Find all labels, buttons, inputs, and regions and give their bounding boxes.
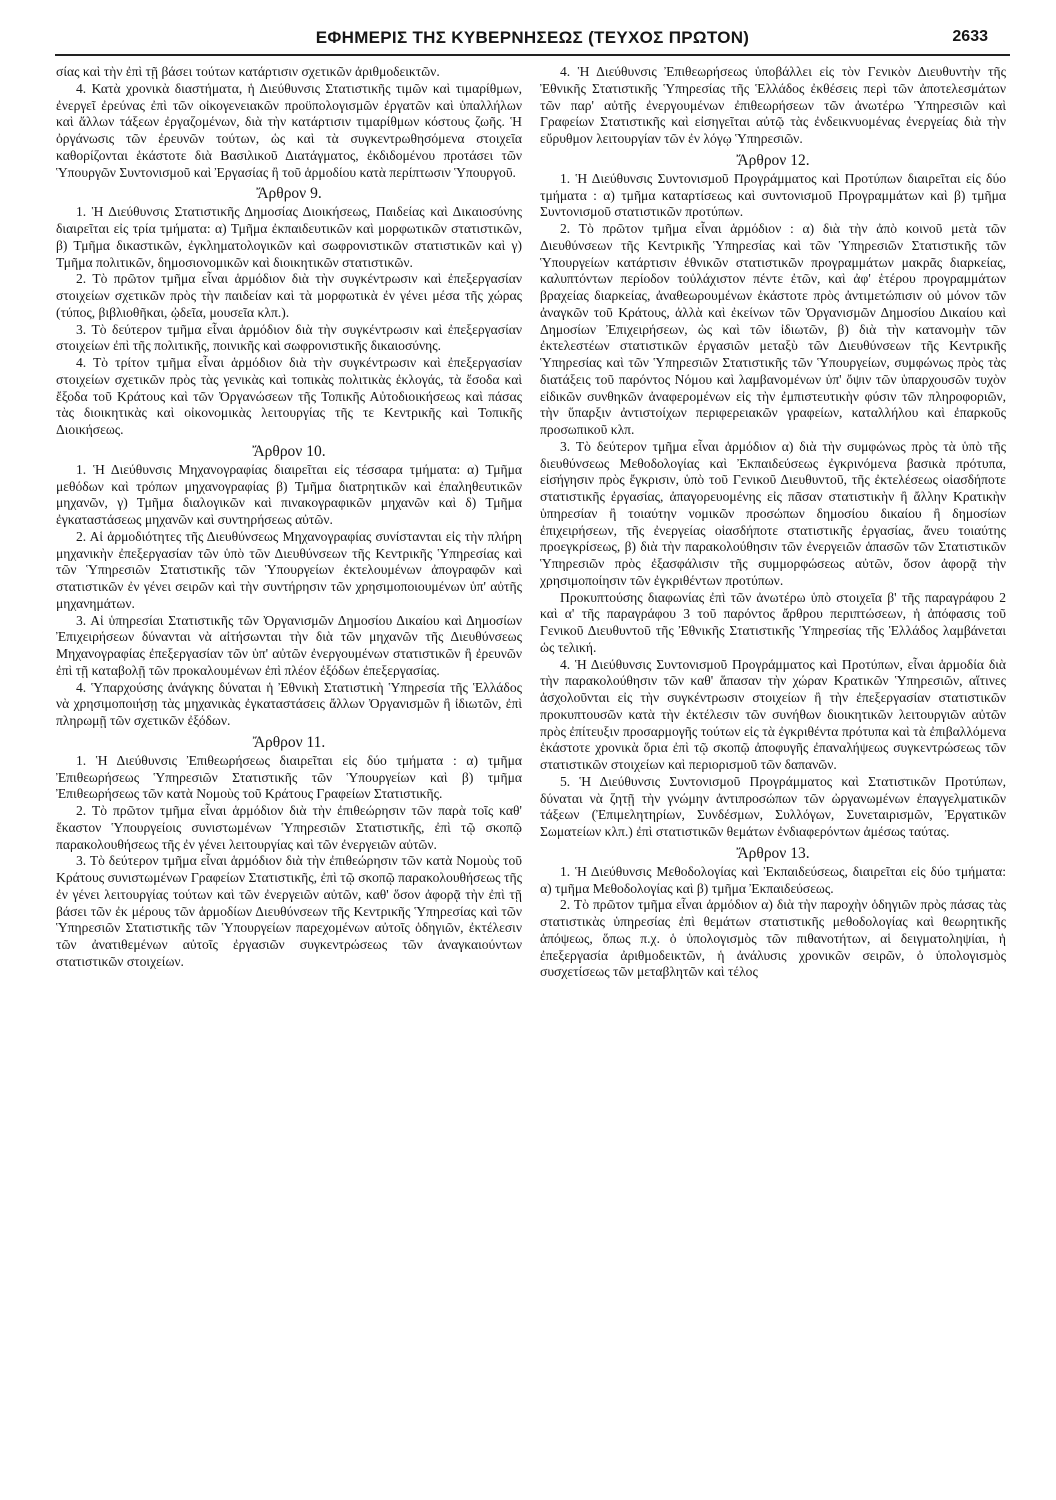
paragraph: 3. Αἱ ὑπηρεσίαι Στατιστικῆς τῶν Ὀργανισμῶν Δημοσίου Δικαίου καὶ Δημοσίων Ἐπιχειρήσεων δύνανται νὰ αἰτήσωνται τὴν διὰ τῶν μηχανῶν τῆς Διευθύνσεως Μηχανογραφίας ἐπεξεργασίαν τῶν ὑπ' αὐτῶν ἐνεργουμένων στατιστικῶν ἢ ἐρευνῶν ἐπὶ τῇ καταβολῇ τῶν προκαλουμένων ἐπὶ πλέον ἐξόδων ἐπεξεργασίας. <box>56 612 522 678</box>
article-heading: Ἄρθρον 11. <box>252 733 326 751</box>
page-number: 2633 <box>952 28 988 45</box>
right-column <box>540 64 1006 981</box>
paragraph: 1. Ἡ Διεύθυνσις Στατιστικῆς Δημοσίας Διοικήσεως, Παιδείας καὶ Δικαιοσύνης διαιρεῖται εἰς τρία τμήματα: α) Τμῆμα ἐκπαιδευτικῶν καὶ μορφωτικῶν στατιστικῶν, β) Τμῆμα δικαστικῶν, ἐγκληματολογικῶν καὶ σωφρονιστικῶν στατιστικῶν καὶ γ) Τμῆμα πολιτικῶν, δημοσιονομικῶν καὶ διοικητικῶν στατιστικῶν. <box>56 204 522 270</box>
header-rule <box>55 54 990 56</box>
paragraph: 2. Τὸ πρῶτον τμῆμα εἶναι ἁρμόδιον διὰ τὴν συγκέντρωσιν καὶ ἐπεξεργασίαν στοιχείων σχετικῶν πρὸς τὴν παιδείαν καὶ τὰ μορφωτικὰ ἐν γένει μέσα τῆς χώρας (τύπος, βιβλιοθῆκαι, ᾠδεῖα, μουσεῖα κλπ.). <box>56 271 522 320</box>
paragraph: 4. Κατὰ χρονικὰ διαστήματα, ἡ Διεύθυνσις Στατιστικῆς τιμῶν καὶ τιμαρίθμων, ἐνεργεῖ ἐρεύνας ἐπὶ τῶν οἰκογενειακῶν προϋπολογισμῶν ἐργατῶν καὶ ὑπαλλήλων καὶ ἄλλων τάξεων ἐργαζομένων, διὰ τὴν κατάρτισιν τιμαρίθμων κόστους ζωῆς. Ἡ ὀργάνωσις τῶν ἐρευνῶν τούτων, ὡς καὶ τὰ συγκεντρωθησόμενα στοιχεῖα καθορίζονται ἑκάστοτε διὰ Βασιλικοῦ Διατάγματος, ἐκδιδομένου προτάσει τῶν Ὑπουργῶν Συντονισμοῦ καὶ Ἐργασίας ἢ τοῦ ἁρμοδίου κατὰ περίπτωσιν Ὑπουργοῦ. <box>56 80 522 180</box>
paragraph: 1. Ἡ Διεύθυνσις Συντονισμοῦ Προγράμματος καὶ Προτύπων διαιρεῖται εἰς δύο τμήματα : α) τμῆμα καταρτίσεως καὶ συντονισμοῦ Προγραμμάτων καὶ β) τμῆμα Συντονισμοῦ στατιστικῶν προτύπων. <box>540 170 1006 220</box>
paragraph: 4. Ἡ Διεύθυνσις Ἐπιθεωρήσεως ὑποβάλλει εἰς τὸν Γενικὸν Διευθυντὴν τῆς Ἐθνικῆς Στατιστικῆς Ὑπηρεσίας τῆς Ἑλλάδος ἐκθέσεις περὶ τῶν ἀποτελεσμάτων τῶν παρ' αὐτῆς ἐνεργουμένων ἐπιθεωρήσεων τῶν ἀνωτέρω Ὑπηρεσιῶν καὶ Γραφείων Στατιστικῆς καὶ εἰσηγεῖται αὐτῷ τὰς ἐνδεικνυομένας ἐνεργείας διὰ τὴν εὔρυθμον λειτουργίαν τῶν ἐν λόγῳ Ὑπηρεσιῶν. <box>540 64 1006 146</box>
paragraph: 5. Ἡ Διεύθυνσις Συντονισμοῦ Προγράμματος καὶ Στατιστικῶν Προτύπων, δύναται νὰ ζητῇ τὴν γνώμην ἀντιπροσώπων τῶν ὠργανωμένων ἐπαγγελματικῶν τάξεων (Ἐπιμελητηρίων, Συνδέσμων, Συλλόγων, Συνεταιρισμῶν, Ἐργατικῶν Σωματείων κλπ.) ἐπὶ στατιστικῶν θεμάτων ἐνδιαφερόντων ἀμέσως ταύτας. <box>540 773 1006 839</box>
header-rule-page <box>930 54 1010 56</box>
paragraph: σίας καὶ τὴν ἐπὶ τῇ βάσει τούτων κατάρτισιν σχετικῶν ἀριθμοδεικτῶν. <box>56 64 440 79</box>
left-column <box>56 64 522 971</box>
paragraph: 2. Τὸ πρῶτον τμῆμα εἶναι ἁρμόδιον : α) διὰ τὴν ἀπὸ κοινοῦ μετὰ τῶν Διευθύνσεων τῆς Κεντρικῆς Ὑπηρεσίας καὶ τῶν Ὑπηρεσιῶν Στατιστικῆς τῶν Ὑπουργείων κατάρτισιν ἐθνικῶν στατιστικῶν προγραμμάτων μακρᾶς διαρκείας, καλυπτόντων περίοδον τοὐλάχιστον πέντε ἐτῶν, καὶ ἀφ' ἑτέρου προγραμμάτων βραχείας διαρκείας, ἀναθεωρουμένων ἑκάστοτε πρὸς ἀντιμετώπισιν οὐ μόνον τῶν ἀναγκῶν τοῦ Κράτους, ἀλλὰ καὶ ἐκείνων τῶν Ὀργανισμῶν Δημοσίου Δικαίου καὶ Δημοσίων Ἐπιχειρήσεων, ὡς καὶ τῶν ἰδιωτῶν, β) διὰ τὴν κατανομὴν τῶν ἐκτελεστέων στατιστικῶν ἐργασιῶν μεταξὺ τῶν Διευθύνσεων τῆς Κεντρικῆς Ὑπηρεσίας καὶ τῶν Ὑπηρεσιῶν Στατιστικῆς τῶν Ὑπουργείων, συμφώνως πρὸς τὰς διατάξεις τοῦ παρόντος Νόμου καὶ λαμβανομένων ὑπ' ὄψιν τῶν ὑπαρχουσῶν τυχὸν εἰδικῶν συνθηκῶν ἀναφερομένων εἰς τὴν ἐμπιστευτικὴν φύσιν τῶν πληροφοριῶν, τὴν ὕπαρξιν ἀντιστοίχων περιφερειακῶν γραφείων, καταλλήλου καὶ ἐπαρκοῦς προσωπικοῦ κλπ. <box>540 221 1006 437</box>
paragraph: 1. Ἡ Διεύθυνσις Μεθοδολογίας καὶ Ἐκπαιδεύσεως, διαιρεῖται εἰς δύο τμήματα: α) τμῆμα Μεθοδολογίας καὶ β) τμῆμα Ἐκπαιδεύσεως. <box>540 863 1006 896</box>
article-heading: Ἄρθρον 10. <box>252 442 326 460</box>
paragraph: Προκυπτούσης διαφωνίας ἐπὶ τῶν ἀνωτέρω ὑπὸ στοιχεῖα β' τῆς παραγράφου 2 καὶ α' τῆς παραγράφου 3 τοῦ παρόντος ἄρθρου περιπτώσεων, ἡ ἀπόφασις τοῦ Γενικοῦ Διευθυντοῦ τῆς Ἐθνικῆς Στατιστικῆς Ὑπηρεσίας τῆς Ἑλλάδος λαμβάνεται ὡς τελική. <box>540 589 1006 655</box>
paragraph: 3. Τὸ δεύτερον τμῆμα εἶναι ἁρμόδιον α) διὰ τὴν συμφώνως πρὸς τὰ ὑπὸ τῆς διευθύνσεως Μεθοδολογίας καὶ Ἐκπαιδεύσεως ἐγκρινόμενα βασικὰ πρότυπα, εἰσήγησιν πρὸς ἔγκρισιν, ὑπὸ τοῦ Γενικοῦ Διευθυντοῦ, τῆς ἐκτελέσεως οἱασδήποτε στατιστικῆς ἐργασίας, ἀπαγορευομένης εἰς πᾶσαν στατιστικὴν ἢ ἄλλην Κρατικὴν ὑπηρεσίαν ἢ τοιαύτην νομικῶν προσώπων δημοσίου δικαίου ἢ δημοσίων ἐπιχειρήσεων, τῆς ἐνεργείας οἱασδήποτε στατιστικῆς ἐργασίας, ἄνευ τοιαύτης προεγκρίσεως, β) διὰ τὴν παρακολούθησιν τῶν ἐνεργειῶν ἁπασῶν τῶν Στατιστικῶν Ὑπηρεσιῶν πρὸς ἐξασφάλισιν τῆς συμμορφώσεως αὐτῶν, ὅσον ἀφορᾷ τὴν χρησιμοποίησιν τῶν ἐγκριθέντων προτύπων. <box>540 438 1006 588</box>
paragraph: 2. Τὸ πρῶτον τμῆμα εἶναι ἁρμόδιον α) διὰ τὴν παροχὴν ὁδηγιῶν πρὸς πάσας τὰς στατιστικὰς ὑπηρεσίας ἐπὶ θεμάτων στατιστικῆς μεθοδολογίας καὶ θεωρητικῆς ἀπόψεως, ὅπως π.χ. ὁ ὑπολογισμὸς τῶν πιθανοτήτων, αἱ δειγματοληψίαι, ἡ ἐπεξεργασία ἀριθμοδεικτῶν, ἡ ἀνάλυσις χρονικῶν σειρῶν, ὁ ὑπολογισμὸς συσχετίσεως τῶν μεταβλητῶν καὶ τέλος <box>540 897 1006 980</box>
article-heading: Ἄρθρον 9. <box>256 185 322 203</box>
gazette-title: ΕΦΗΜΕΡΙΣ ΤΗΣ ΚΥΒΕΡΝΗΣΕΩΣ (ΤΕΥΧΟΣ ΠΡΩΤΟΝ) <box>315 28 750 47</box>
paragraph: 4. Ἡ Διεύθυνσις Συντονισμοῦ Προγράμματος καὶ Προτύπων, εἶναι ἁρμοδία διὰ τὴν παρακολούθησιν τῶν καθ' ἅπασαν τὴν χώραν Κρατικῶν Ὑπηρεσιῶν, αἵτινες ἀσχολοῦνται εἰς τὴν συγκέντρωσιν στοιχείων ἢ τὴν ἐπεξεργασίαν στατιστικῶν προκυπτουσῶν κατὰ τὴν ἐκτέλεσιν τῶν συνήθων διοικητικῶν λειτουργιῶν αὐτῶν πρὸς ἐπίτευξιν προσαρμογῆς τούτων εἰς τὰ ἐγκριθέντα πρότυπα καὶ τὰ ἐπιβαλλόμενα ἑκάστοτε χρονικὰ ὅρια ἐπὶ τῷ σκοπῷ ἀποφυγῆς ἐπαναλήψεως συγκεντρώσεως τῶν στατιστικῶν στοιχείων καὶ περιορισμοῦ τῶν δαπανῶν. <box>540 656 1006 772</box>
article-heading: Ἄρθρον 12. <box>736 151 810 169</box>
paragraph: 3. Τὸ δεύτερον τμῆμα εἶναι ἁρμόδιον διὰ τὴν συγκέντρωσιν καὶ ἐπεξεργασίαν στοιχείων ἐπὶ τῆς πολιτικῆς, ποινικῆς καὶ σωφρονιστικῆς δικαιοσύνης. <box>56 321 522 354</box>
paragraph: 4. Τὸ τρίτον τμῆμα εἶναι ἁρμόδιον διὰ τὴν συγκέντρωσιν καὶ ἐπεξεργασίαν στοιχείων σχετικῶν πρὸς τὰς γενικὰς καὶ τοπικὰς πολιτικὰς ἐκλογάς, τὰ ἔσοδα καὶ ἔξοδα τοῦ Κράτους καὶ τῶν Ὀργανώσεων τῆς Τοπικῆς Αὐτοδιοικήσεως καὶ πάσας τὰς διοικητικὰς καὶ οἰκονομικὰς λειτουργίας τῆς τε Κεντρικῆς καὶ Τοπικῆς Διοικήσεως. <box>56 355 522 437</box>
paragraph: 2. Αἱ ἁρμοδιότητες τῆς Διευθύνσεως Μηχανογραφίας συνίστανται εἰς τὴν πλήρη μηχανικὴν ἐπεξεργασίαν τῶν ὑπὸ τῶν Διευθύνσεων τῆς Κεντρικῆς Ὑπηρεσίας καὶ τῶν Ὑπηρεσιῶν Στατιστικῆς τῶν Ὑπουργείων ἐκτελουμένων ἀπογραφῶν καὶ στατιστικῶν ἐν γένει σειρῶν καὶ τὴν συντήρησιν τῶν χρησιμοποιουμένων ὑπ' αὐτῆς μηχανημάτων. <box>56 528 522 611</box>
paragraph: 1. Ἡ Διεύθυνσις Μηχανογραφίας διαιρεῖται εἰς τέσσαρα τμήματα: α) Τμῆμα μεθόδων καὶ τρόπων μηχανογραφίας β) Τμῆμα διατρητικῶν καὶ ἐπαληθευτικῶν μηχανῶν, γ) Τμῆμα διαλογικῶν καὶ πινακογραφικῶν μηχανῶν καὶ δ) Τμῆμα ἐγκαταστάσεως μηχανῶν καὶ συντηρήσεως αὐτῶν. <box>56 461 522 527</box>
paragraph: 4. Ὑπαρχούσης ἀνάγκης δύναται ἡ Ἐθνικὴ Στατιστικὴ Ὑπηρεσία τῆς Ἑλλάδος νὰ χρησιμοποιήσῃ τὰς μηχανικὰς ἐγκαταστάσεις ἄλλων Ὀργανισμῶν ἢ ἰδιωτῶν, ἐπὶ πληρωμῇ τῶν σχετικῶν ἐξόδων. <box>56 679 522 728</box>
paragraph: 1. Ἡ Διεύθυνσις Ἐπιθεωρήσεως διαιρεῖται εἰς δύο τμήματα : α) τμῆμα Ἐπιθεωρήσεως Ὑπηρεσιῶν Στατιστικῆς τῶν Ὑπουργείων καὶ β) τμῆμα Ἐπιθεωρήσεως τῶν κατὰ Νομοὺς τοῦ Κράτους Γραφείων Στατιστικῆς. <box>56 752 522 802</box>
article-heading: Ἄρθρον 13. <box>736 844 810 862</box>
paragraph: 3. Τὸ δεύτερον τμῆμα εἶναι ἁρμόδιον διὰ τὴν ἐπιθεώρησιν τῶν κατὰ Νομοὺς τοῦ Κράτους συνιστωμένων Γραφείων Στατιστικῆς, ἐπὶ τῷ σκοπῷ παρακολουθήσεως τῆς ἐν γένει λειτουργίας τούτων καὶ τῶν ἐνεργειῶν αὐτῶν, καθ' ὅσον ἀφορᾷ τὴν ἐπὶ τῇ βάσει τῶν ἐκ μέρους τῶν ἁρμοδίων Διευθύνσεων τῆς Κεντρικῆς Ὑπηρεσίας καὶ τῶν Ὑπηρεσιῶν Στατιστικῆς τῶν Ὑπουργείων παρεχομένων αὐτοῖς ὁδηγιῶν, ἐκτέλεσιν τῶν ἀνατιθεμένων αὐτοῖς ἐργασιῶν συγκεντρώσεως τῶν ἀναγκαιούντων στατιστικῶν στοιχείων. <box>56 853 522 969</box>
paragraph: 2. Τὸ πρῶτον τμῆμα εἶναι ἁρμόδιον διὰ τὴν ἐπιθεώρησιν τῶν παρὰ τοῖς καθ' ἕκαστον Ὑπουργείοις συνιστωμένων Ὑπηρεσιῶν Στατιστικῆς, ἐπὶ τῷ σκοπῷ παρακολουθήσεως τῆς ἐν γένει λειτουργίας καὶ τῶν ἐνεργειῶν αὐτῶν. <box>56 803 522 852</box>
page-header <box>55 14 1010 48</box>
